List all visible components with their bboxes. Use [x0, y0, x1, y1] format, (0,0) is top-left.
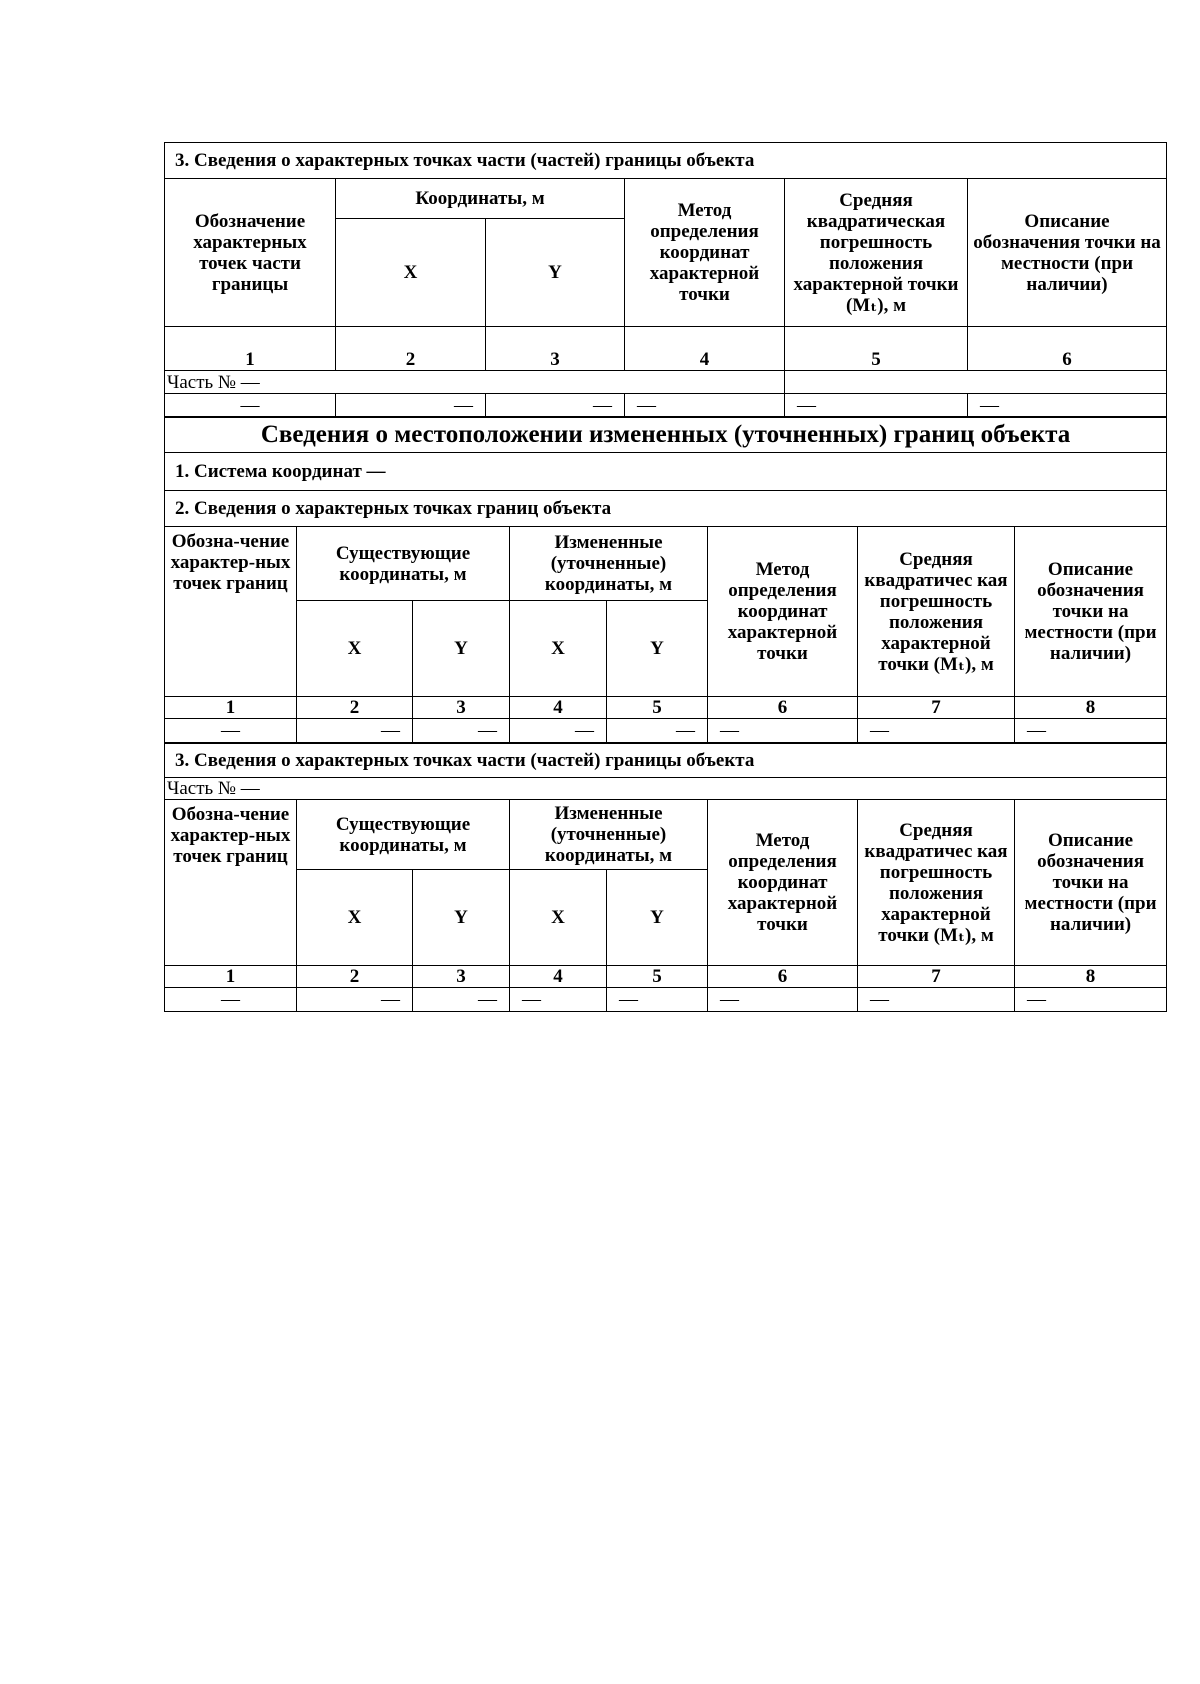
header-error: Средняя квадратичес кая погрешность положения характерной точки (Mₜ), м — [858, 527, 1015, 697]
dash-cell: — — [297, 988, 413, 1012]
header-existing-y: Y — [413, 601, 510, 697]
part-label: Часть № — — [165, 371, 785, 394]
header-changed-y: Y — [607, 870, 708, 966]
header-description: Описание обозначения точки на местности (при наличии) — [1015, 527, 1167, 697]
col-number: 1 — [165, 966, 297, 988]
dash-cell: — — [336, 394, 486, 417]
dash-cell: — — [165, 719, 297, 743]
header-designation: Обозна-чение характер-ных точек границ — [165, 800, 297, 966]
col-number: 4 — [625, 327, 785, 371]
dash-cell: — — [858, 988, 1015, 1012]
dash-cell: — — [625, 394, 785, 417]
dash-cell: — — [858, 719, 1015, 743]
header-existing-coordinates: Существующие координаты, м — [297, 800, 510, 870]
header-method: Метод определения координат характерной точки — [708, 800, 858, 966]
header-existing-coordinates: Существующие координаты, м — [297, 527, 510, 601]
dash-cell: — — [486, 394, 625, 417]
col-number: 5 — [607, 697, 708, 719]
changed-boundaries-table — [164, 417, 1167, 743]
header-description: Описание обозначения точки на местности (при наличии) — [1015, 800, 1167, 966]
coordinate-system: 1. Система координат — — [165, 453, 1167, 491]
header-existing-x: X — [297, 870, 413, 966]
col-number: 4 — [510, 966, 607, 988]
dash-cell: — — [968, 394, 1167, 417]
col-number: 2 — [336, 327, 486, 371]
part-label: Часть № — — [165, 778, 1167, 800]
empty-cell — [785, 371, 1167, 394]
col-number: 2 — [297, 966, 413, 988]
header-existing-y: Y — [413, 870, 510, 966]
col-number: 8 — [1015, 697, 1167, 719]
header-method: Метод определения координат характерной точки — [625, 179, 785, 327]
col-number: 2 — [297, 697, 413, 719]
dash-cell: — — [708, 719, 858, 743]
dash-cell: — — [413, 988, 510, 1012]
col-number: 3 — [486, 327, 625, 371]
dash-cell: — — [1015, 988, 1167, 1012]
part-points-caption: 3. Сведения о характерных точках части (частей) границы объекта — [165, 143, 1167, 179]
col-number: 7 — [858, 697, 1015, 719]
changed-part-points-table — [164, 743, 1167, 1012]
col-number: 3 — [413, 966, 510, 988]
col-number: 6 — [708, 697, 858, 719]
col-number: 1 — [165, 697, 297, 719]
dash-cell: — — [413, 719, 510, 743]
dash-cell: — — [607, 988, 708, 1012]
header-changed-coordinates: Измененные (уточненные) координаты, м — [510, 800, 708, 870]
col-number: 8 — [1015, 966, 1167, 988]
header-method: Метод определения координат характерной точки — [708, 527, 858, 697]
dash-cell: — — [165, 988, 297, 1012]
col-number: 5 — [607, 966, 708, 988]
dash-cell: — — [607, 719, 708, 743]
col-number: 5 — [785, 327, 968, 371]
boundary-points-caption: 2. Сведения о характерных точках границ объекта — [165, 491, 1167, 527]
dash-cell: — — [165, 394, 336, 417]
header-existing-x: X — [297, 601, 413, 697]
col-number: 4 — [510, 697, 607, 719]
dash-cell: — — [510, 719, 607, 743]
dash-cell: — — [1015, 719, 1167, 743]
col-number: 7 — [858, 966, 1015, 988]
part-points-table — [164, 142, 1167, 417]
section-title: Сведения о местоположении измененных (уточненных) границ объекта — [165, 418, 1167, 453]
header-changed-y: Y — [607, 601, 708, 697]
header-coordinates: Координаты, м — [336, 179, 625, 219]
header-changed-coordinates: Измененные (уточненные) координаты, м — [510, 527, 708, 601]
col-number: 3 — [413, 697, 510, 719]
header-changed-x: X — [510, 601, 607, 697]
header-error: Средняя квадратическая погрешность положения характерной точки (Mₜ), м — [785, 179, 968, 327]
col-number: 6 — [708, 966, 858, 988]
header-error: Средняя квадратичес кая погрешность положения характерной точки (Mₜ), м — [858, 800, 1015, 966]
header-description: Описание обозначения точки на местности (при наличии) — [968, 179, 1167, 327]
col-number: 1 — [165, 327, 336, 371]
header-y: Y — [486, 219, 625, 327]
dash-cell: — — [510, 988, 607, 1012]
col-number: 6 — [968, 327, 1167, 371]
header-changed-x: X — [510, 870, 607, 966]
header-designation: Обозначение характерных точек части границы — [165, 179, 336, 327]
dash-cell: — — [297, 719, 413, 743]
header-designation: Обозна-чение характер-ных точек границ — [165, 527, 297, 697]
dash-cell: — — [785, 394, 968, 417]
dash-cell: — — [708, 988, 858, 1012]
document-frame — [164, 142, 1166, 1012]
header-x: X — [336, 219, 486, 327]
changed-part-points-caption: 3. Сведения о характерных точках части (частей) границы объекта — [165, 744, 1167, 778]
